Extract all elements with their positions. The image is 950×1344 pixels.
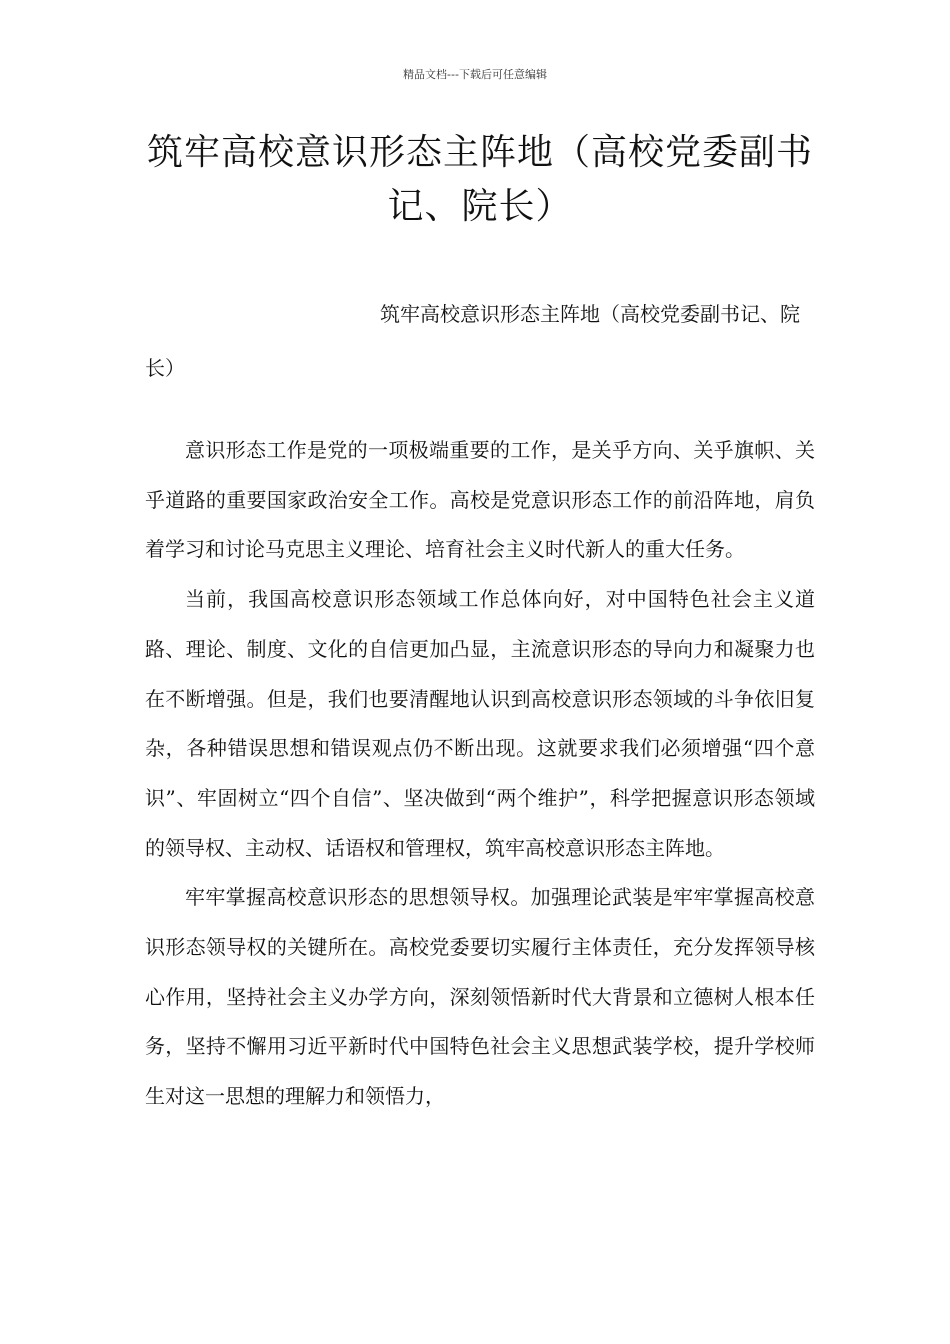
body-text — [145, 426, 815, 1122]
paragraph: 意识形态工作是党的一项极端重要的工作，是关乎方向、关乎旗帜、关乎道路的重要国家政治安全工作。高校是党意识形态工作的前沿阵地，肩负着学习和讨论马克思主义理论、培育社会主义时代新人的重大任务。 — [145, 438, 815, 562]
page-title: 筑牢高校意识形态主阵地（高校党委副书记、院长） — [146, 132, 813, 227]
header-note: 精品文档---下载后可任意编辑 — [403, 68, 547, 81]
paragraph: 牢牢掌握高校意识形态的思想领导权。加强理论武装是牢牢掌握高校意识形态领导权的关键所在。高校党委要切实履行主体责任，充分发挥领导核心作用，坚持社会主义办学方向，深刻领悟新时代大背景和立德树人根本任务，坚持不懈用习近平新时代中国特色社会主义思想武装学校，提升学校师生对这一思想的理解力和领悟力， — [145, 885, 815, 1109]
paragraph: 当前，我国高校意识形态领域工作总体向好，对中国特色社会主义道路、理论、制度、文化的自信更加凸显，主流意识形态的导向力和凝聚力也在不断增强。但是，我们也要清醒地认识到高校意识形态领域的斗争依旧复杂，各种错误思想和错误观点仍不断出现。这就要求我们必须增强“四个意识”、牢固树立“四个自信”、坚决做到“两个维护”，科学把握意识形态领域的领导权、主动权、话语权和管理权，筑牢高校意识形态主阵地。 — [145, 587, 815, 860]
subtitle — [145, 287, 825, 395]
subtitle-text: 筑牢高校意识形态主阵地（高校党委副书记、院长） — [145, 302, 800, 380]
